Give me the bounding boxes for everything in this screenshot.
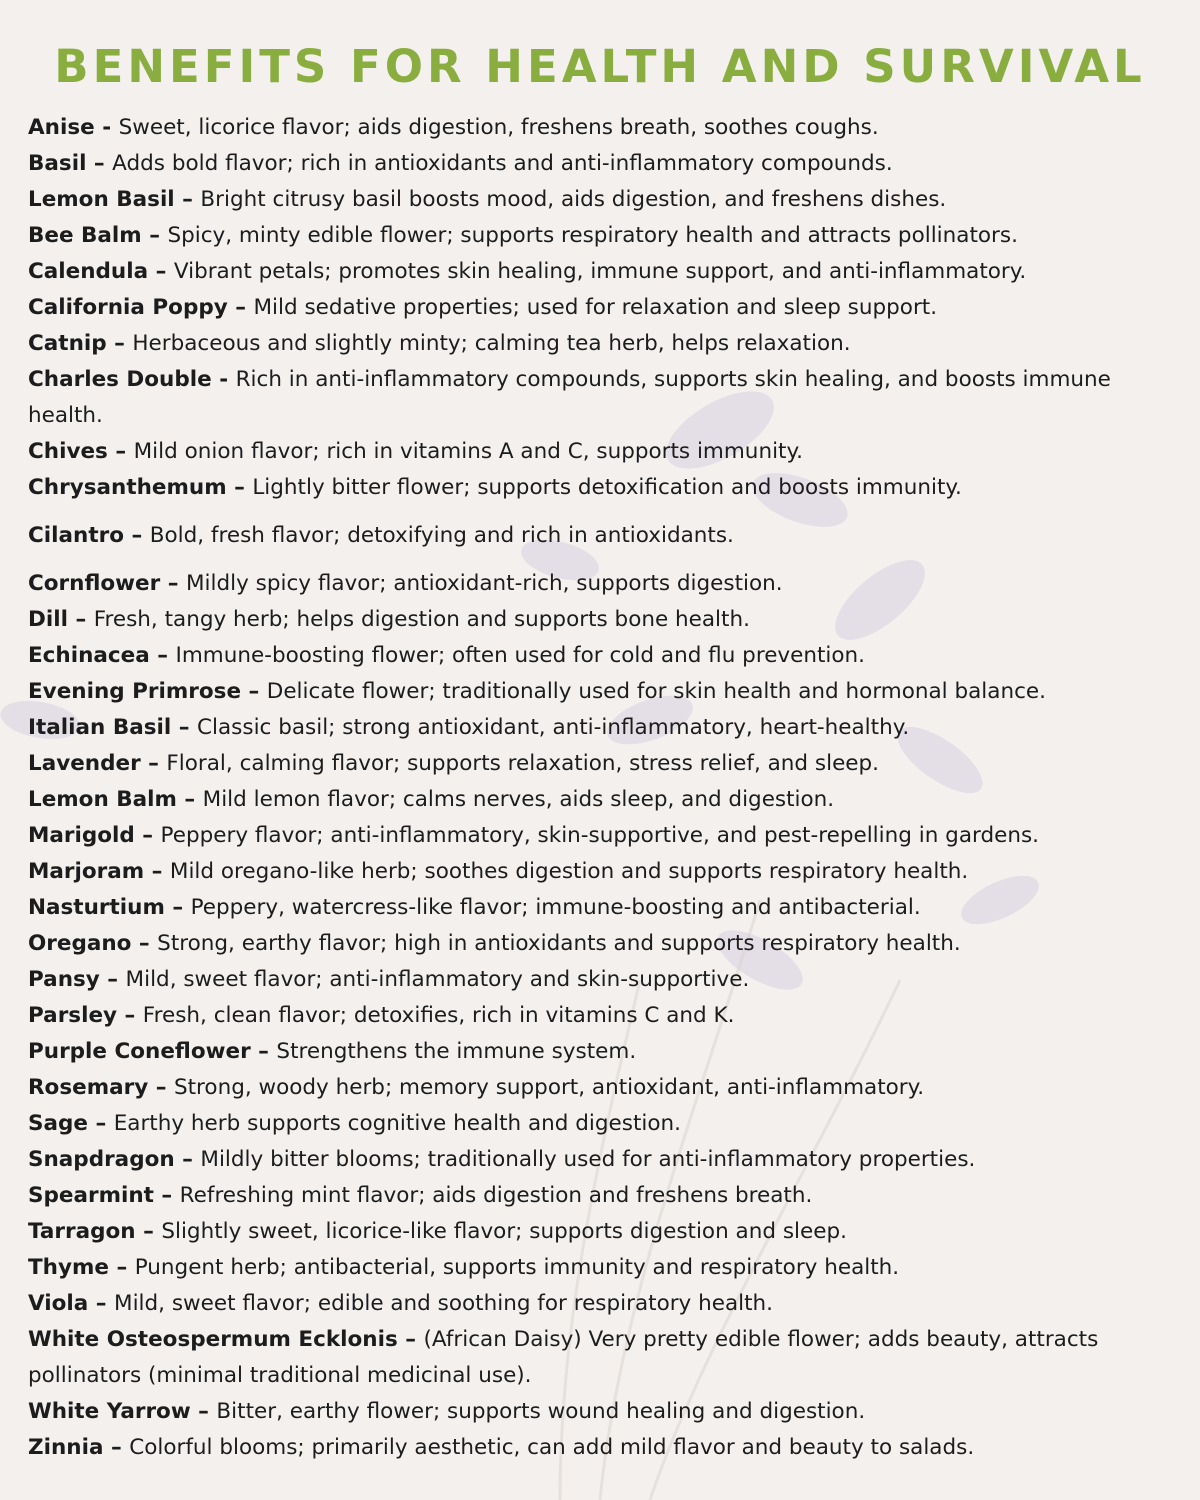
herb-description: Fresh, tangy herb; helps digestion and supports bone health. — [93, 607, 750, 632]
herb-separator: - — [211, 367, 236, 392]
herb-name: Marigold — [28, 823, 135, 848]
herb-description: Earthy herb supports cognitive health and digestion. — [113, 1111, 681, 1136]
herb-name: Lemon Balm — [28, 787, 177, 812]
herb-separator: – — [176, 787, 203, 812]
herb-description: Mild onion flavor; rich in vitamins A and C, supports immunity. — [133, 439, 803, 464]
herb-name: Purple Coneflower — [28, 1039, 251, 1064]
herb-separator: – — [148, 259, 174, 284]
herb-name: White Osteospermum Ecklonis — [28, 1327, 398, 1352]
herb-separator: – — [149, 643, 176, 668]
herb-entry — [28, 290, 1188, 326]
herb-description: Bright citrusy basil boosts mood, aids digestion, and freshens dishes. — [200, 187, 947, 212]
herb-name: Lemon Basil — [28, 187, 175, 212]
herb-name: Echinacea — [28, 643, 150, 668]
herb-entry — [28, 434, 1188, 470]
herb-description: Refreshing mint flavor; aids digestion and freshens breath. — [179, 1183, 813, 1208]
herb-name: Marjoram — [28, 859, 145, 884]
herb-entry — [28, 1250, 1188, 1286]
herb-entry — [28, 518, 1188, 554]
herb-separator: – — [86, 151, 113, 176]
herb-separator: – — [117, 1003, 143, 1028]
herb-description: Bitter, earthy flower; supports wound healing and digestion. — [216, 1399, 866, 1424]
herb-entry — [28, 1178, 1188, 1214]
herb-name: Spearmint — [28, 1183, 154, 1208]
herb-name: Chives — [28, 439, 108, 464]
herb-separator: – — [190, 1399, 217, 1424]
herb-description: Classic basil; strong antioxidant, anti-inflammatory, heart-healthy. — [197, 715, 910, 740]
herb-separator: – — [171, 715, 197, 740]
herb-separator: – — [227, 295, 254, 320]
herb-description: Bold, fresh flavor; detoxifying and rich in antioxidants. — [149, 523, 734, 548]
herb-entry — [28, 638, 1188, 674]
herb-description: Strengthens the immune system. — [276, 1039, 637, 1064]
herb-separator: – — [131, 931, 158, 956]
herb-separator: – — [123, 523, 150, 548]
herb-description: Colorful blooms; primarily aesthetic, can add mild flavor and beauty to salads. — [129, 1435, 975, 1460]
herb-separator: – — [108, 1255, 135, 1280]
herb-separator: – — [174, 187, 201, 212]
herb-description: Lightly bitter flower; supports detoxification and boosts immunity. — [252, 475, 962, 500]
herb-name: Cilantro — [28, 523, 124, 548]
herb-name: Evening Primrose — [28, 679, 242, 704]
herb-list — [28, 110, 1188, 1466]
herb-description: Sweet, licorice flavor; aids digestion, freshens breath, soothes coughs. — [118, 115, 879, 140]
herb-description: Strong, woody herb; memory support, antioxidant, anti-inflammatory. — [173, 1075, 925, 1100]
herb-description: Immune-boosting flower; often used for cold and flu prevention. — [175, 643, 866, 668]
herb-separator: - — [94, 115, 119, 140]
herb-name: Cornflower — [28, 571, 161, 596]
herb-entry — [28, 1286, 1188, 1322]
herb-name: Oregano — [28, 931, 132, 956]
herb-description: Pungent herb; antibacterial, supports immunity and respiratory health. — [134, 1255, 900, 1280]
herb-separator: – — [241, 679, 267, 704]
herb-name: Chrysanthemum — [28, 475, 227, 500]
herb-name: Basil — [28, 151, 87, 176]
herb-entry — [28, 782, 1188, 818]
herb-separator: – — [144, 859, 170, 884]
herb-description: Spicy, minty edible flower; supports respiratory health and attracts pollinators. — [167, 223, 1018, 248]
herb-separator: – — [148, 1075, 174, 1100]
herb-entry — [28, 470, 1188, 506]
herb-separator: – — [141, 223, 168, 248]
herb-description: Strong, earthy flavor; high in antioxidants and supports respiratory health. — [157, 931, 961, 956]
herb-separator: – — [67, 607, 94, 632]
herb-entry — [28, 182, 1188, 218]
herb-entry — [28, 926, 1188, 962]
herb-entry — [28, 1430, 1188, 1466]
herb-separator: – — [153, 1183, 180, 1208]
herb-separator: – — [250, 1039, 277, 1064]
herb-entry — [28, 1214, 1188, 1250]
herb-separator: – — [135, 1219, 162, 1244]
herb-entry — [28, 674, 1188, 710]
herb-entry — [28, 110, 1188, 146]
herb-entry — [28, 602, 1188, 638]
herb-name: Dill — [28, 607, 68, 632]
herb-entry — [28, 362, 1188, 434]
herb-entry — [28, 566, 1188, 602]
herb-name: Sage — [28, 1111, 88, 1136]
herb-description: Rich in anti-inflammatory compounds, supports skin healing, and boosts immune health. — [28, 367, 1111, 428]
herb-separator: – — [164, 895, 191, 920]
herb-entry — [28, 1142, 1188, 1178]
herb-description: Delicate flower; traditionally used for skin health and hormonal balance. — [266, 679, 1046, 704]
herb-description: Mild, sweet flavor; anti-inflammatory and skin-supportive. — [125, 967, 750, 992]
herb-description: Mild, sweet flavor; edible and soothing for respiratory health. — [114, 1291, 774, 1316]
herb-entry — [28, 1034, 1188, 1070]
herb-name: Thyme — [28, 1255, 109, 1280]
herb-entry — [28, 1394, 1188, 1430]
page-title: BENEFITS FOR HEALTH AND SURVIVAL — [54, 40, 1146, 93]
herb-entry — [28, 326, 1188, 362]
herb-name: California Poppy — [28, 295, 228, 320]
herb-description: Peppery, watercress-like flavor; immune-boosting and antibacterial. — [190, 895, 921, 920]
herb-name: Bee Balm — [28, 223, 142, 248]
herb-entry — [28, 710, 1188, 746]
herb-name: Snapdragon — [28, 1147, 175, 1172]
herb-entry — [28, 998, 1188, 1034]
herb-entry — [28, 146, 1188, 182]
herb-description: Fresh, clean flavor; detoxifies, rich in vitamins C and K. — [142, 1003, 735, 1028]
herb-description: Mildly spicy flavor; antioxidant-rich, supports digestion. — [185, 571, 783, 596]
herb-description: Herbaceous and slightly minty; calming tea herb, helps relaxation. — [132, 331, 851, 356]
herb-entry — [28, 254, 1188, 290]
herb-entry — [28, 854, 1188, 890]
herb-separator: – — [160, 571, 186, 596]
herb-separator: – — [174, 1147, 201, 1172]
herb-name: Viola — [28, 1291, 89, 1316]
herb-entry — [28, 1070, 1188, 1106]
herb-name: Parsley — [28, 1003, 118, 1028]
herb-description: Mild oregano-like herb; soothes digestion and supports respiratory health. — [169, 859, 969, 884]
herb-separator: – — [226, 475, 253, 500]
herb-separator: – — [107, 439, 134, 464]
herb-description: Mild lemon flavor; calms nerves, aids sleep, and digestion. — [202, 787, 835, 812]
herb-name: Catnip — [28, 331, 107, 356]
herb-entry — [28, 962, 1188, 998]
herb-separator: – — [87, 1111, 114, 1136]
herb-description: Floral, calming flavor; supports relaxation, stress relief, and sleep. — [166, 751, 880, 776]
herb-name: Pansy — [28, 967, 100, 992]
herb-description: Vibrant petals; promotes skin healing, immune support, and anti-inflammatory. — [173, 259, 1027, 284]
herb-description: Mild sedative properties; used for relaxation and sleep support. — [253, 295, 938, 320]
herb-separator: – — [397, 1327, 424, 1352]
herb-entry — [28, 1322, 1188, 1394]
herb-name: Charles Double — [28, 367, 212, 392]
herb-description: Slightly sweet, licorice-like flavor; supports digestion and sleep. — [161, 1219, 847, 1244]
herb-name: Tarragon — [28, 1219, 136, 1244]
herb-separator: – — [88, 1291, 115, 1316]
herb-separator: – — [99, 967, 126, 992]
herb-description: Adds bold flavor; rich in antioxidants and anti-inflammatory compounds. — [112, 151, 893, 176]
herb-name: Calendula — [28, 259, 149, 284]
herb-name: Nasturtium — [28, 895, 165, 920]
herb-name: Italian Basil — [28, 715, 172, 740]
herb-separator: – — [140, 751, 167, 776]
herb-name: Zinnia — [28, 1435, 104, 1460]
herb-entry — [28, 746, 1188, 782]
herb-name: White Yarrow — [28, 1399, 191, 1424]
herb-separator: – — [106, 331, 133, 356]
herb-name: Anise — [28, 115, 95, 140]
herb-name: Lavender — [28, 751, 141, 776]
herb-entry — [28, 1106, 1188, 1142]
herb-entry — [28, 218, 1188, 254]
herb-description: (African Daisy) Very pretty edible flower; adds beauty, attracts pollinators (minimal traditional medicinal use). — [28, 1327, 1099, 1388]
herb-separator: – — [134, 823, 161, 848]
herb-separator: – — [103, 1435, 130, 1460]
herb-name: Rosemary — [28, 1075, 149, 1100]
herb-description: Peppery flavor; anti-inflammatory, skin-supportive, and pest-repelling in gardens. — [160, 823, 1039, 848]
herb-description: Mildly bitter blooms; traditionally used for anti-inflammatory properties. — [200, 1147, 976, 1172]
herb-entry — [28, 818, 1188, 854]
herb-entry — [28, 890, 1188, 926]
